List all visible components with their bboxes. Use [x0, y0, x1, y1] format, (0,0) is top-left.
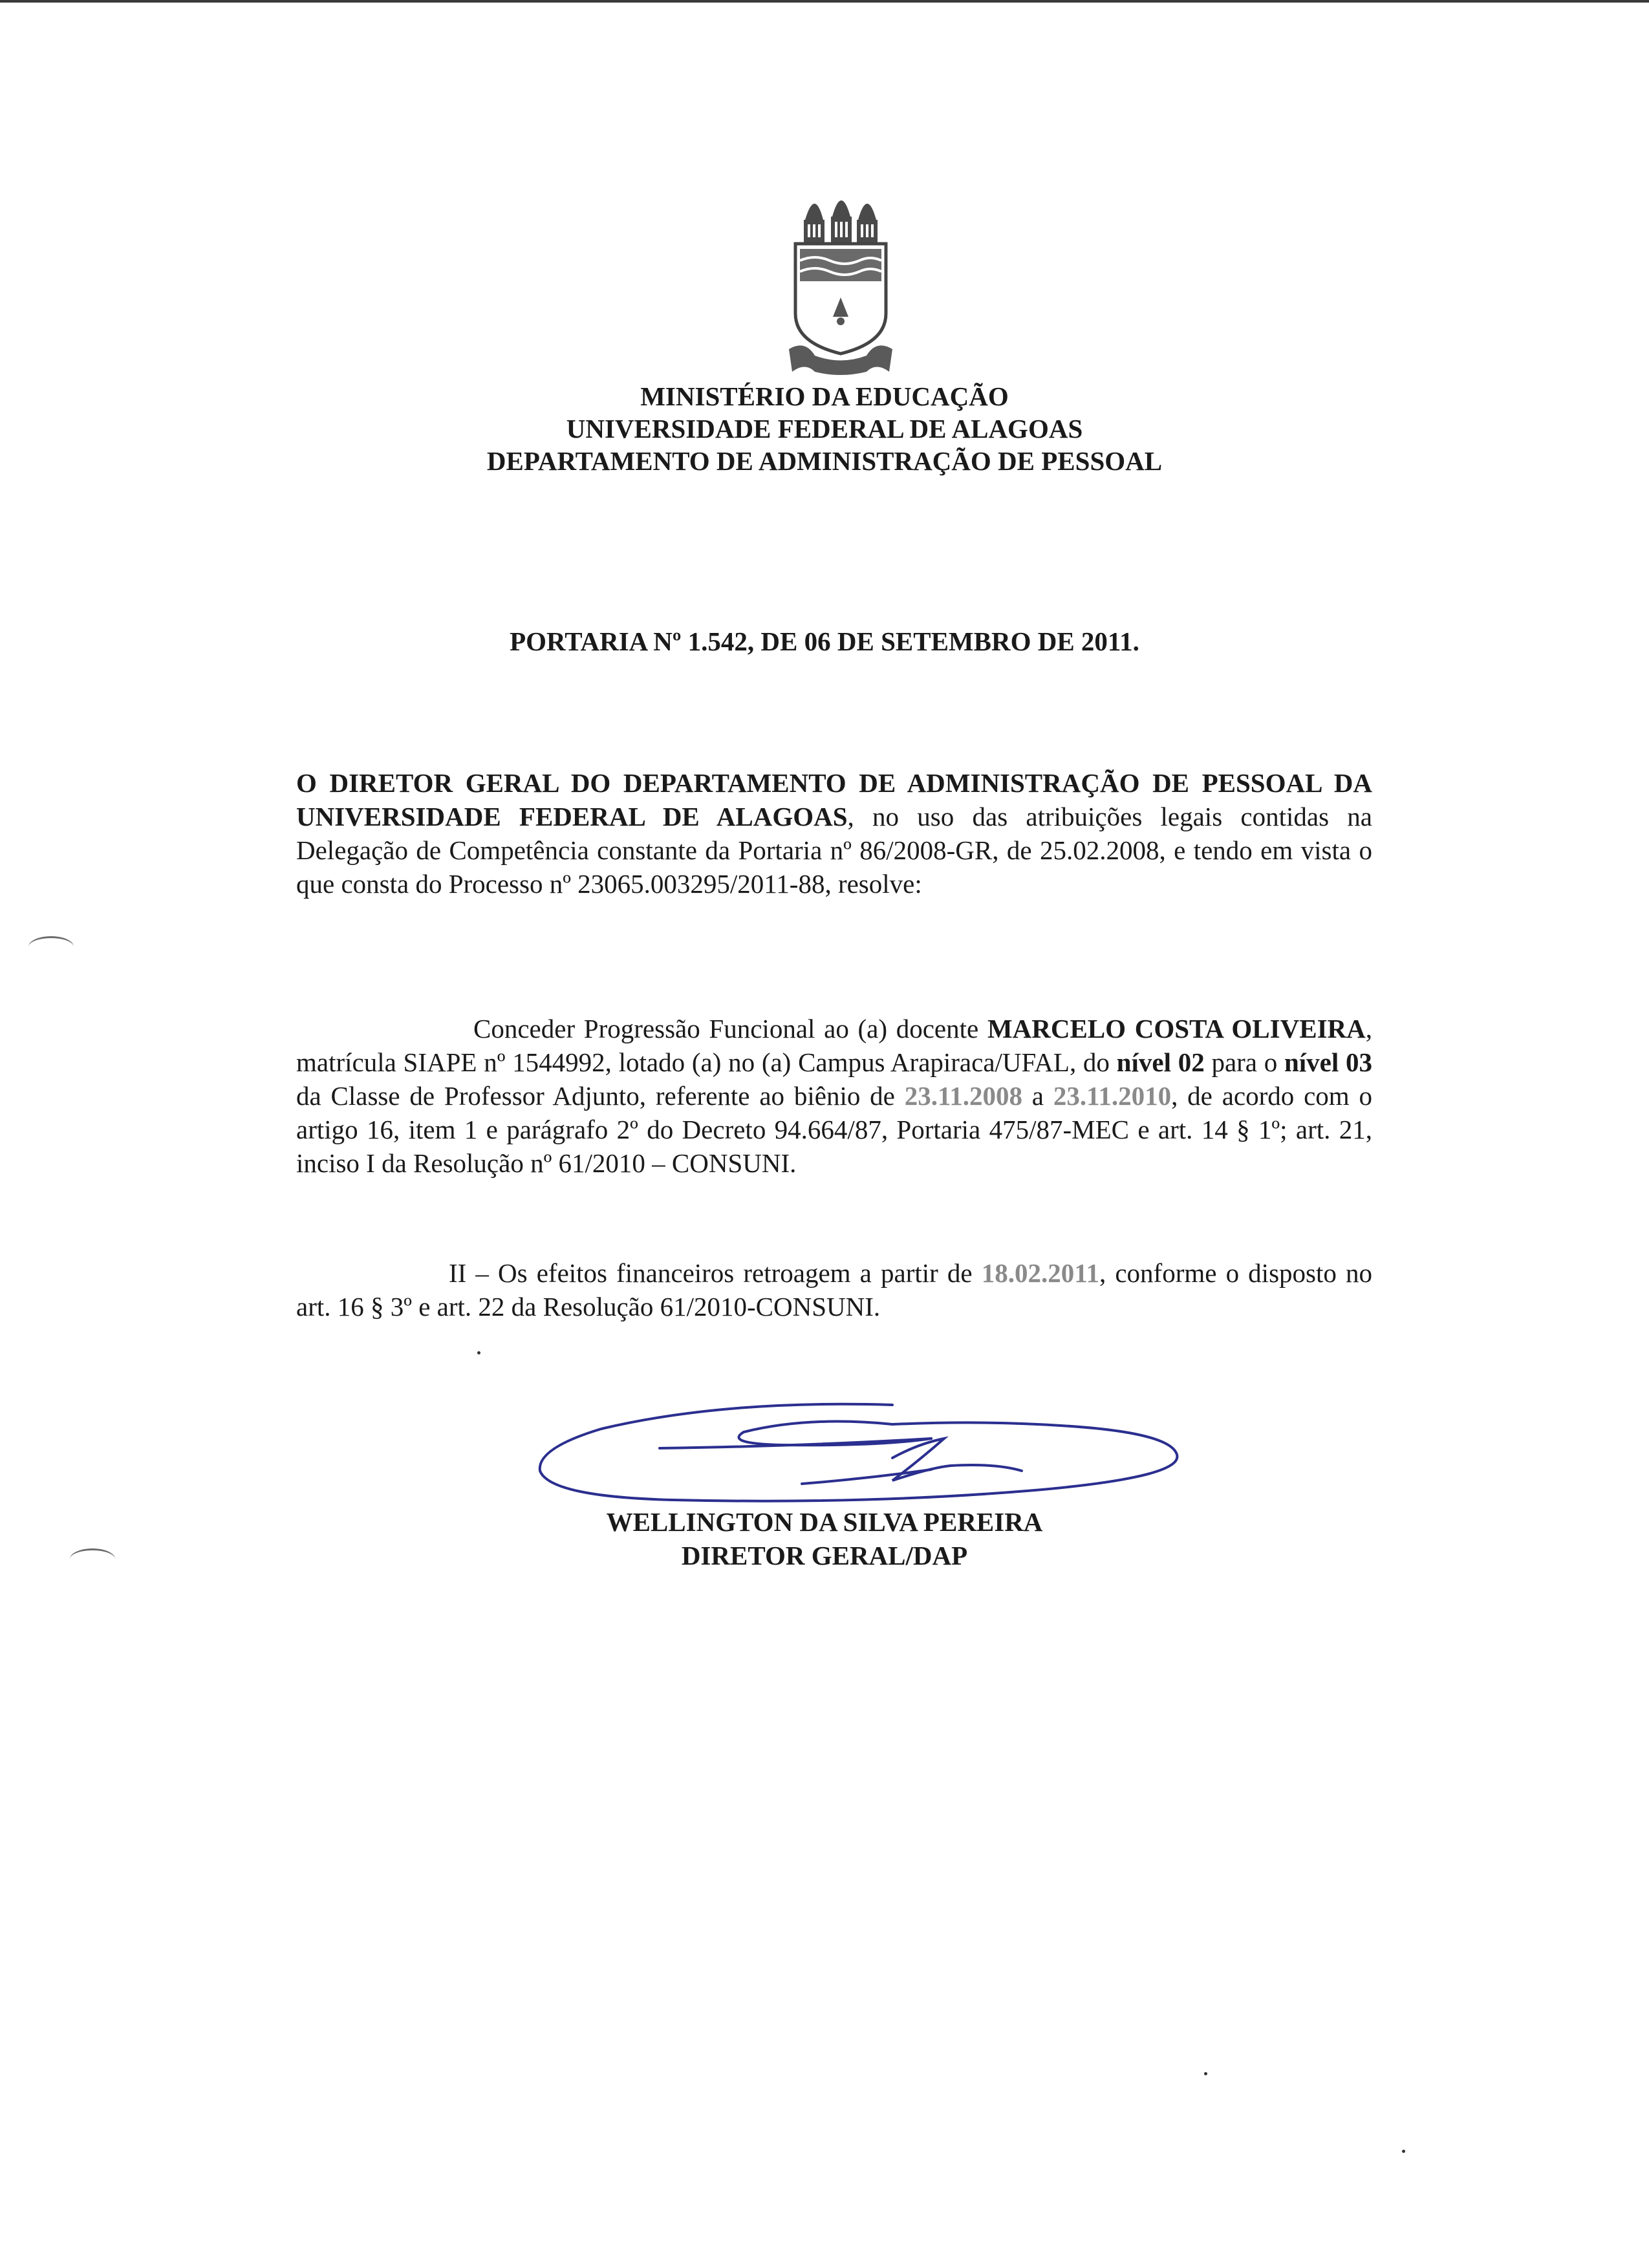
punch-hole-mark: [70, 1548, 115, 1570]
para1-text-5: a: [1022, 1081, 1053, 1111]
intro-paragraph: [296, 766, 1372, 901]
progression-paragraph: [296, 1012, 1372, 1180]
scan-speck: [1204, 2072, 1207, 2075]
portaria-title: PORTARIA Nº 1.542, DE 06 DE SETEMBRO DE 2011.: [510, 626, 1139, 656]
financial-effect-date: 18.02.2011: [981, 1258, 1099, 1288]
para1-text-3: para o: [1204, 1047, 1284, 1077]
department-name: DEPARTAMENTO DE ADMINISTRAÇÃO DE PESSOAL: [486, 446, 1163, 476]
intro-authority: O DIRETOR GERAL DO DEPARTAMENTO DE ADMINISTRAÇÃO DE PESSOAL DA UNIVERSIDADE FEDERAL DE ALAGOAS: [296, 768, 1372, 831]
level-to: nível 03: [1284, 1047, 1372, 1077]
signer-role: DIRETOR GERAL/DAP: [681, 1541, 968, 1570]
financial-effects-paragraph: [296, 1256, 1372, 1323]
level-from: nível 02: [1116, 1047, 1205, 1077]
scan-speck: [477, 1351, 480, 1354]
para1-text-2: , matrícula SIAPE nº 1544992, lotado (a) no (a) Campus Arapiraca/UFAL, do: [296, 1014, 1372, 1077]
document-header: [0, 380, 1649, 477]
para1-text-6: , de acordo com o artigo 16, item 1 e parágrafo 2º do Decreto 94.664/87, Portaria 475/87-MEC e art. 14 § 1º; art. 21, inciso I da Resolução nº 61/2010 – CONSUNI.: [296, 1081, 1372, 1178]
biennium-end-date: 23.11.2010: [1053, 1081, 1172, 1111]
para2-text-1: II – Os efeitos financeiros retroagem a partir de: [449, 1258, 982, 1288]
university-name: UNIVERSIDADE FEDERAL DE ALAGOAS: [566, 414, 1083, 444]
handwritten-signature: [530, 1393, 1190, 1523]
para1-text-1: Conceder Progressão Funcional ao (a) docente: [473, 1014, 987, 1043]
para2-text-2: , conforme o disposto no art. 16 § 3º e art. 22 da Resolução 61/2010-CONSUNI.: [296, 1258, 1372, 1321]
biennium-start-date: 23.11.2008: [904, 1081, 1022, 1111]
signer-block: [0, 1505, 1649, 1572]
intro-text: , no uso das atribuições legais contidas na Delegação de Competência constante da Portaria nº 86/2008-GR, de 25.02.2008, e tendo em vista o que consta do Processo nº 23065.003295/2011-88, resolve:: [296, 802, 1372, 899]
ministry-name: MINISTÉRIO DA EDUCAÇÃO: [640, 381, 1009, 411]
scan-top-edge: [0, 0, 1649, 3]
docent-name: MARCELO COSTA OLIVEIRA: [987, 1014, 1366, 1043]
university-crest-logo: [786, 184, 896, 378]
scan-speck: [1402, 2150, 1405, 2153]
punch-hole-mark: [28, 936, 74, 957]
para1-text-4: da Classe de Professor Adjunto, referente ao biênio de: [296, 1081, 905, 1111]
signer-name: WELLINGTON DA SILVA PEREIRA: [606, 1507, 1043, 1537]
